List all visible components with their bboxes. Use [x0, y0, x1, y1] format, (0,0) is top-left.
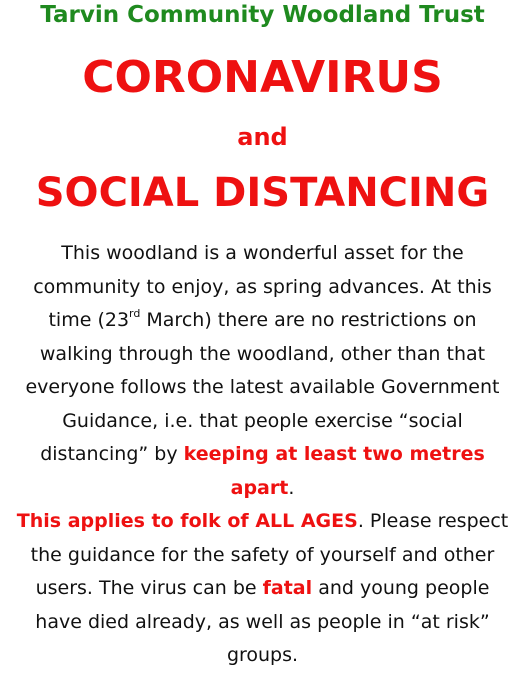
paragraph-text-middle: March) there are no restrictions on walking through the woodland, other than that everyone follows the latest available Government Guidance, i.e. that people exercise “social distancing” by	[25, 309, 500, 465]
warning-text-middle: . Please respect the guidance for the safety of yourself and other users. The virus can be	[30, 510, 509, 599]
paragraph-text-end: .	[288, 476, 295, 499]
headline-and: and	[237, 123, 288, 151]
organization-name: Tarvin Community Woodland Trust	[40, 2, 485, 28]
fatal-emphasis: fatal	[262, 577, 313, 599]
two-metres-emphasis: keeping at least two metres apart	[183, 443, 485, 499]
guidance-paragraph	[12, 237, 513, 505]
all-ages-emphasis: This applies to folk of ALL AGES	[16, 510, 358, 532]
warning-paragraph	[12, 505, 513, 673]
paragraph-text-start: This woodland is a wonderful asset for the community to enjoy, as spring advances. At this time (23	[33, 242, 492, 331]
date-superscript: rd	[129, 306, 141, 320]
headline-coronavirus: CORONAVIRUS	[82, 52, 443, 103]
headline-social-distancing: SOCIAL DISTANCING	[35, 170, 490, 216]
warning-text-end: and young people have died already, as well as people in “at risk” groups.	[35, 577, 490, 666]
